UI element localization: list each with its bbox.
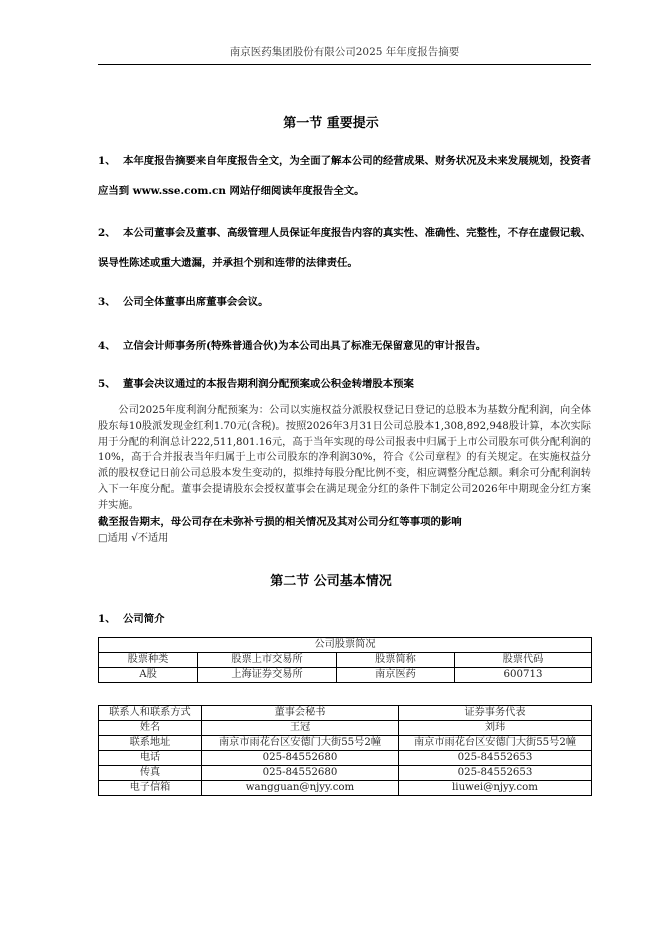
table-cell: 025-84552680 <box>202 766 399 781</box>
contact-table <box>98 705 592 796</box>
page-header: 南京医药集团股份有限公司2025 年年度报告摘要 <box>98 44 591 65</box>
table-cell: wangguan@njyy.com <box>202 781 399 796</box>
table-cell: 姓名 <box>99 721 202 736</box>
table-header-cell: 股票简称 <box>337 653 455 668</box>
table-cell: 南京医药 <box>337 668 455 683</box>
item-text: 本年度报告摘要来自年度报告全文，为全面了解本公司的经营成果、财务状况及未来发展规划，投资者应当到 www.sse.com.cn 网站仔细阅读年度报告全文。 <box>98 155 591 197</box>
item-text: 本公司董事会及董事、高级管理人员保证年度报告内容的真实性、准确性、完整性，不存在虚假记载、误导性陈述或重大遗漏，并承担个别和连带的法律责任。 <box>98 227 591 269</box>
table-header-cell: 董事会秘书 <box>202 706 399 721</box>
table-header-cell: 股票代码 <box>455 653 592 668</box>
loss-answer: □适用 √不适用 <box>98 533 169 544</box>
item-text: 公司全体董事出席董事会会议。 <box>123 296 269 308</box>
item-number: 5、 <box>98 378 116 390</box>
stock-table-caption: 公司股票简况 <box>99 638 592 653</box>
loss-question: 截至报告期末，母公司存在未弥补亏损的相关情况及其对公司分红等事项的影响 <box>98 516 462 528</box>
notice-item-1 <box>98 146 591 206</box>
table-row <box>99 721 592 736</box>
table-cell: 刘玮 <box>399 721 592 736</box>
dividend-paragraph: 公司2025年度利润分配预案为：公司以实施权益分派股权登记日登记的总股本为基数分配利润，向全体股东每10股派发现金红利1.70元(含税)。按照2026年3月31日公司总股本1,308,892,948股计算，本次实际用于分配的利润总计222,511,801.16元，高于当年实现的母公司报表中归属于上市公司股东可供分配利润的10%，高于合并报表当年归属于上市公司股东的净利润30%，符合《公司章程》的有关规定。在实施权益分派的股权登记日前公司总股本发生变动的，拟维持每股分配比例不变，相应调整分配总额。剩余可分配利润转入下一年度分配。董事会提请股东会授权董事会在满足现金分红的条件下制定公司2026年中期现金分红方案并实施。 <box>98 405 591 511</box>
table-cell: 025-84552653 <box>399 751 592 766</box>
table-cell: 600713 <box>455 668 592 683</box>
table-row <box>99 766 592 781</box>
table-row <box>99 781 592 796</box>
item-number: 3、 <box>98 296 116 308</box>
table-cell: 上海证券交易所 <box>198 668 337 683</box>
section-1-title: 第一节 重要提示 <box>283 116 379 131</box>
table-cell: 南京市雨花台区安德门大街55号2幢 <box>399 736 592 751</box>
table-cell: 联系地址 <box>99 736 202 751</box>
table-row <box>99 706 592 721</box>
table-cell: 电子信箱 <box>99 781 202 796</box>
table-cell: A股 <box>99 668 198 683</box>
table-cell: 025-84552653 <box>399 766 592 781</box>
notice-item-2 <box>98 218 591 278</box>
table-row <box>99 638 592 653</box>
item-text: 董事会决议通过的本报告期利润分配预案或公积金转增股本预案 <box>123 378 414 390</box>
section-2-title: 第二节 公司基本情况 <box>270 574 392 589</box>
notice-item-3 <box>98 287 591 317</box>
table-cell: 南京市雨花台区安德门大街55号2幢 <box>202 736 399 751</box>
table-cell: 王冠 <box>202 721 399 736</box>
table-header-cell: 联系人和联系方式 <box>99 706 202 721</box>
item-number: 1、 <box>98 613 116 625</box>
item-number: 1、 <box>98 155 116 167</box>
table-cell: 传真 <box>99 766 202 781</box>
item-number: 4、 <box>98 340 116 352</box>
table-header-cell: 股票上市交易所 <box>198 653 337 668</box>
stock-table <box>98 637 592 683</box>
table-row <box>99 736 592 751</box>
table-row <box>99 751 592 766</box>
table-cell: liuwei@njyy.com <box>399 781 592 796</box>
table-cell: 电话 <box>99 751 202 766</box>
item-number: 2、 <box>98 227 116 239</box>
subsection-title: 公司简介 <box>123 613 165 625</box>
notice-item-5 <box>98 375 591 393</box>
table-header-cell: 证券事务代表 <box>399 706 592 721</box>
subsection-company-profile <box>98 610 591 628</box>
table-row <box>99 653 592 668</box>
item-text: 立信会计师事务所(特殊普通合伙)为本公司出具了标准无保留意见的审计报告。 <box>123 340 487 352</box>
table-header-cell: 股票种类 <box>99 653 198 668</box>
table-cell: 025-84552680 <box>202 751 399 766</box>
notice-item-4 <box>98 331 591 361</box>
table-row <box>99 668 592 683</box>
